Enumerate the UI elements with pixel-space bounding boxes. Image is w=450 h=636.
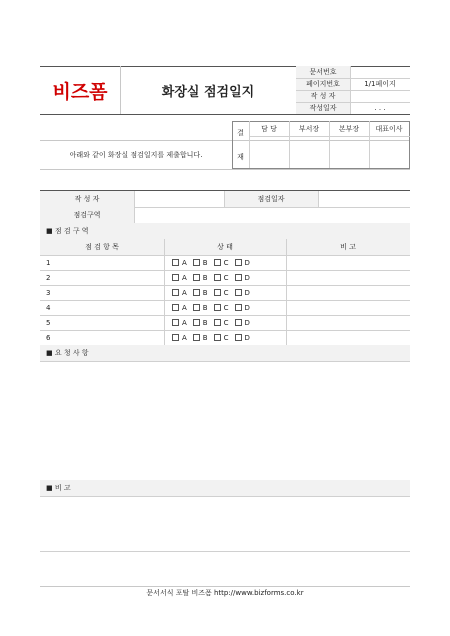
status-options bbox=[164, 315, 286, 330]
divider bbox=[286, 270, 287, 285]
status-options bbox=[164, 270, 286, 285]
checkbox-icon[interactable] bbox=[193, 259, 200, 266]
divider bbox=[296, 102, 410, 103]
meta-value bbox=[350, 90, 410, 102]
option-label: A bbox=[182, 333, 187, 342]
divider bbox=[134, 191, 135, 207]
row-number: 5 bbox=[46, 318, 51, 327]
option-label: D bbox=[244, 303, 250, 312]
option-label: A bbox=[182, 303, 187, 312]
author-label: 작 성 자 bbox=[40, 191, 134, 207]
divider bbox=[409, 121, 410, 168]
divider bbox=[40, 361, 410, 362]
option-label: A bbox=[182, 288, 187, 297]
option-label: B bbox=[202, 303, 208, 312]
divider bbox=[164, 330, 165, 345]
meta-label: 페이지번호 bbox=[296, 78, 350, 90]
divider bbox=[318, 191, 319, 207]
checkbox-icon[interactable] bbox=[235, 274, 242, 281]
divider bbox=[164, 239, 165, 255]
divider bbox=[164, 270, 165, 285]
section-title: ■ 점 검 구 역 bbox=[40, 223, 410, 239]
approval-column-header: 부서장 bbox=[298, 124, 320, 133]
checkbox-icon[interactable] bbox=[193, 289, 200, 296]
checkbox-icon[interactable] bbox=[214, 274, 221, 281]
option-label: C bbox=[223, 333, 229, 342]
option-label: B bbox=[202, 273, 208, 282]
option-label: C bbox=[223, 288, 229, 297]
option-label: D bbox=[244, 273, 250, 282]
divider bbox=[40, 496, 410, 497]
divider bbox=[40, 169, 410, 170]
area-label: 점검구역 bbox=[40, 207, 134, 223]
header-bottom-rule bbox=[40, 114, 410, 115]
checkbox-icon[interactable] bbox=[172, 319, 179, 326]
status-options bbox=[164, 300, 286, 315]
divider bbox=[286, 255, 287, 270]
row-number: 1 bbox=[46, 258, 51, 267]
checkbox-icon[interactable] bbox=[172, 289, 179, 296]
page-title: 화장실 점검일지 bbox=[161, 84, 255, 100]
row-number: 2 bbox=[46, 273, 51, 282]
checkbox-icon[interactable] bbox=[193, 304, 200, 311]
approval-side-label: 결 bbox=[237, 129, 244, 137]
divider bbox=[40, 551, 410, 552]
divider bbox=[164, 285, 165, 300]
divider bbox=[286, 239, 287, 255]
divider bbox=[286, 300, 287, 315]
divider bbox=[164, 300, 165, 315]
checkbox-icon[interactable] bbox=[235, 334, 242, 341]
option-label: B bbox=[202, 318, 208, 327]
status-options bbox=[164, 285, 286, 300]
company-logo: 비즈폼 bbox=[52, 80, 108, 103]
option-label: D bbox=[244, 318, 250, 327]
option-label: C bbox=[223, 273, 229, 282]
meta-value bbox=[350, 66, 410, 78]
checkbox-icon[interactable] bbox=[172, 304, 179, 311]
checkbox-icon[interactable] bbox=[235, 319, 242, 326]
divider bbox=[134, 207, 135, 223]
option-label: D bbox=[244, 288, 250, 297]
row-number: 4 bbox=[46, 303, 51, 312]
checkbox-icon[interactable] bbox=[214, 289, 221, 296]
checkbox-icon[interactable] bbox=[214, 319, 221, 326]
option-label: D bbox=[244, 333, 250, 342]
divider bbox=[296, 90, 410, 91]
option-label: A bbox=[182, 258, 187, 267]
checkbox-icon[interactable] bbox=[235, 289, 242, 296]
approval-column-header: 본부장 bbox=[338, 124, 360, 133]
checkbox-icon[interactable] bbox=[172, 274, 179, 281]
divider bbox=[164, 255, 165, 270]
column-header-note: 비 고 bbox=[286, 239, 410, 255]
option-label: C bbox=[223, 258, 229, 267]
notice-text: 아래와 같이 화장실 점검일지를 제출합니다. bbox=[69, 150, 203, 159]
divider bbox=[224, 191, 225, 207]
checkbox-icon[interactable] bbox=[193, 274, 200, 281]
checkbox-icon[interactable] bbox=[235, 259, 242, 266]
row-number: 6 bbox=[46, 333, 51, 342]
option-label: B bbox=[202, 258, 208, 267]
column-header-status: 상 태 bbox=[164, 239, 286, 255]
divider bbox=[286, 330, 287, 345]
approval-column-header: 대표이사 bbox=[375, 124, 403, 133]
checkbox-icon[interactable] bbox=[193, 334, 200, 341]
section-title: ■ 비 고 bbox=[40, 480, 410, 496]
checkbox-icon[interactable] bbox=[172, 334, 179, 341]
section-title: ■ 요 청 사 항 bbox=[40, 345, 410, 361]
checkbox-icon[interactable] bbox=[214, 334, 221, 341]
meta-value: 1/1페이지 bbox=[364, 80, 396, 88]
option-label: D bbox=[244, 258, 250, 267]
checkbox-icon[interactable] bbox=[235, 304, 242, 311]
option-label: B bbox=[202, 333, 208, 342]
checkbox-icon[interactable] bbox=[193, 319, 200, 326]
approval-column-header: 담 당 bbox=[261, 124, 277, 133]
status-options bbox=[164, 255, 286, 270]
meta-value: . . . bbox=[374, 104, 386, 112]
meta-label: 작 성 자 bbox=[296, 90, 350, 102]
divider bbox=[286, 285, 287, 300]
footer-text: 문서서식 포탈 비즈폼 http://www.bizforms.co.kr bbox=[146, 589, 304, 597]
option-label: B bbox=[202, 288, 208, 297]
checkbox-icon[interactable] bbox=[214, 259, 221, 266]
column-header-item: 점 검 항 목 bbox=[40, 239, 164, 255]
divider bbox=[286, 315, 287, 330]
divider bbox=[164, 315, 165, 330]
meta-label: 작성일자 bbox=[296, 102, 350, 114]
checkbox-icon[interactable] bbox=[172, 259, 179, 266]
row-number: 3 bbox=[46, 288, 51, 297]
divider bbox=[296, 78, 410, 79]
approval-side-label: 재 bbox=[237, 152, 244, 161]
checkbox-icon[interactable] bbox=[214, 304, 221, 311]
option-label: A bbox=[182, 318, 187, 327]
status-options bbox=[164, 330, 286, 345]
option-label: C bbox=[223, 303, 229, 312]
date-label: 점검일자 bbox=[224, 191, 318, 207]
option-label: A bbox=[182, 273, 187, 282]
divider bbox=[232, 168, 410, 169]
option-label: C bbox=[223, 318, 229, 327]
meta-label: 문서번호 bbox=[296, 66, 350, 78]
